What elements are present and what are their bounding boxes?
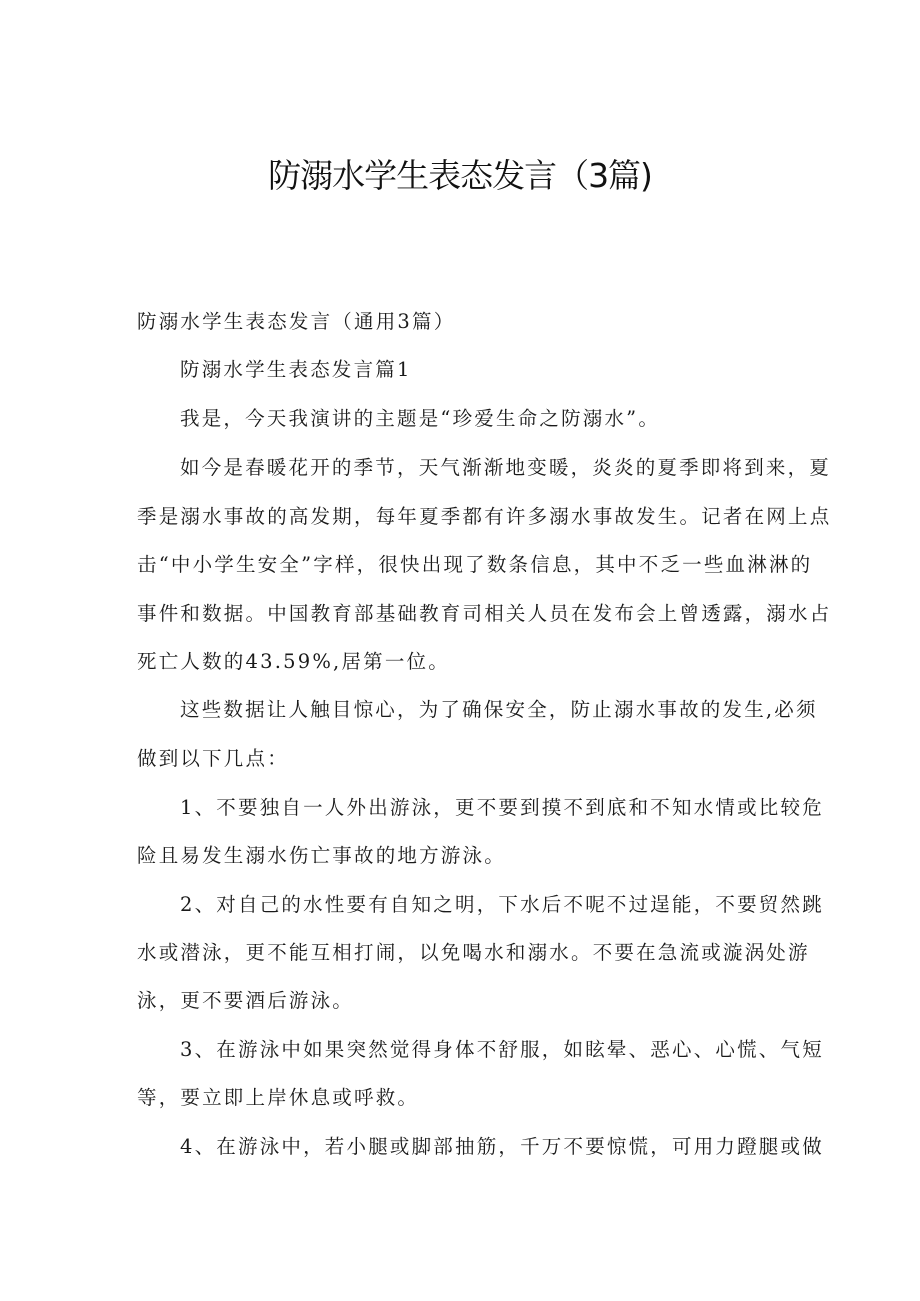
paragraph-line: 季是溺水事故的高发期，每年夏季都有许多溺水事故发生。记者在网上点 xyxy=(137,505,832,528)
list-item-line: 水或潜泳，更不能互相打闹，以免喝水和溺水。不要在急流或漩涡处游 xyxy=(137,941,810,964)
section-heading: 防溺水学生表态发言篇1 xyxy=(180,358,412,381)
list-item-line: 险且易发生溺水伤亡事故的地方游泳。 xyxy=(137,844,506,867)
list-item-line: 1、不要独自一人外出游泳，更不要到摸不到底和不知水情或比较危 xyxy=(180,796,824,819)
paragraph-line: 这些数据让人触目惊心，为了确保安全，防止溺水事故的发生,必须 xyxy=(180,698,818,721)
list-item-line: 泳，更不要酒后游泳。 xyxy=(137,989,355,1012)
document-subtitle: 防溺水学生表态发言（通用3篇） xyxy=(137,310,456,333)
list-item-line: 2、对自己的水性要有自知之明，下水后不呢不过逞能，不要贸然跳 xyxy=(180,893,824,916)
document-title: 防溺水学生表态发言（3篇) xyxy=(268,156,652,195)
paragraph-line: 我是，今天我演讲的主题是“珍爱生命之防溺水”。 xyxy=(180,407,661,430)
list-item-line: 3、在游泳中如果突然觉得身体不舒服，如眩晕、恶心、心慌、气短 xyxy=(180,1038,824,1061)
paragraph-line: 死亡人数的43.59%,居第一位。 xyxy=(137,650,450,673)
list-item-line: 4、在游泳中，若小腿或脚部抽筋，千万不要惊慌，可用力蹬腿或做 xyxy=(180,1135,824,1158)
paragraph-line: 做到以下几点： xyxy=(137,747,289,770)
paragraph-line: 事件和数据。中国教育部基础教育司相关人员在发布会上曾透露，溺水占 xyxy=(137,602,832,625)
paragraph-line: 如今是春暖花开的季节，天气渐渐地变暖，炎炎的夏季即将到来，夏 xyxy=(180,456,832,479)
paragraph-line: 击“中小学生安全”字样，很快出现了数条信息，其中不乏一些血淋淋的 xyxy=(137,553,813,576)
list-item-line: 等，要立即上岸休息或呼救。 xyxy=(137,1086,420,1109)
